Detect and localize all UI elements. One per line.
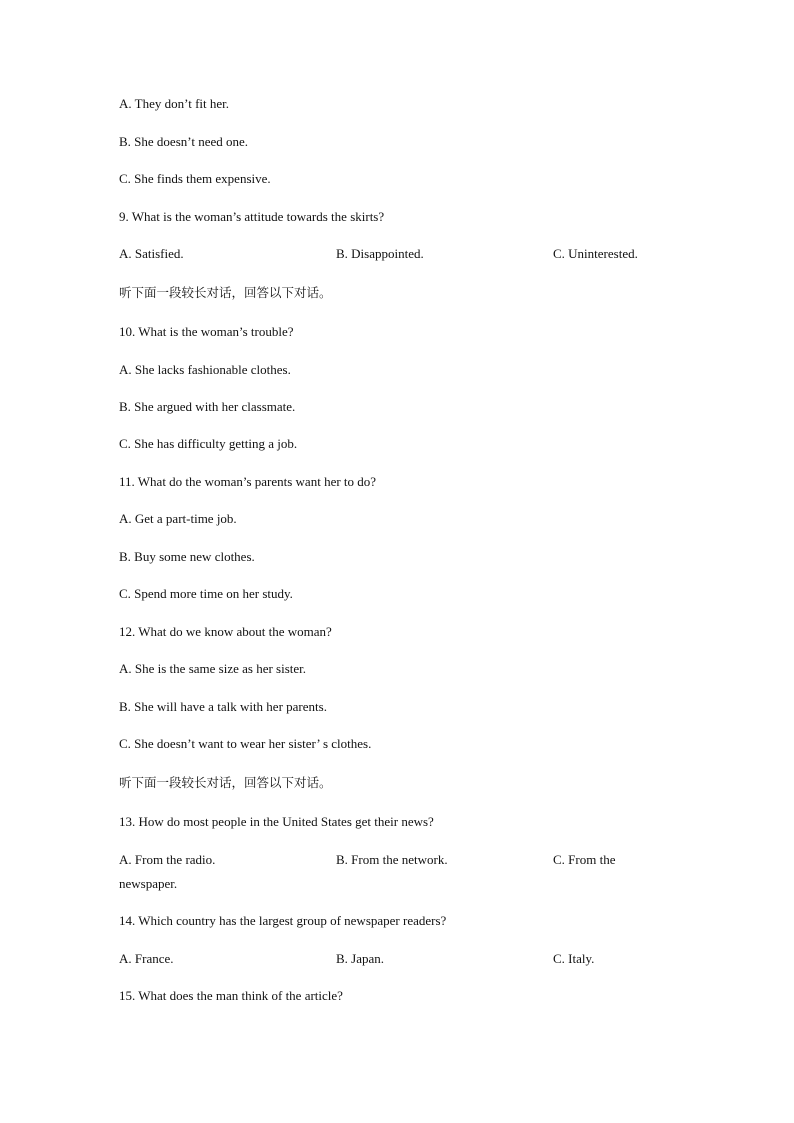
- q11-option-b: B. Buy some new clothes.: [119, 549, 255, 564]
- q14-options: [119, 951, 679, 967]
- q9-option-a: A. Satisfied.: [119, 246, 184, 261]
- q13-option-b: B. From the network.: [336, 852, 448, 867]
- q12-question: 12. What do we know about the woman?: [119, 624, 332, 639]
- q10-option-c: C. She has difficulty getting a job.: [119, 436, 298, 451]
- q13-options: [119, 852, 679, 868]
- q9-option-b: B. Disappointed.: [336, 246, 424, 261]
- q13-option-c: C. From the: [553, 852, 616, 867]
- q12-option-a: A. She is the same size as her sister.: [119, 661, 307, 676]
- q14-option-c: C. Italy.: [553, 951, 595, 966]
- q14-option-b: B. Japan.: [336, 951, 385, 966]
- q8-option-a: A. They don’t fit her.: [119, 96, 230, 111]
- q8-option-c: C. She finds them expensive.: [119, 171, 271, 186]
- q9-option-c: C. Uninterested.: [553, 246, 638, 261]
- q12-option-b: B. She will have a talk with her parents.: [119, 699, 327, 714]
- section-instruction-2: 听下面一段较长对话，回答以下对话。: [119, 775, 332, 790]
- section-instruction-1: 听下面一段较长对话，回答以下对话。: [119, 285, 332, 300]
- q10-option-b: B. She argued with her classmate.: [119, 399, 296, 414]
- q12-option-c: C. She doesn’t want to wear her sister’ s clothes.: [119, 736, 372, 751]
- q9-options: [119, 246, 679, 262]
- q11-option-a: A. Get a part-time job.: [119, 511, 237, 526]
- q10-question: 10. What is the woman’s trouble?: [119, 324, 294, 339]
- q9-question: 9. What is the woman’s attitude towards the skirts?: [119, 209, 385, 224]
- q13-option-c-continued: newspaper.: [119, 876, 178, 891]
- q8-option-b: B. She doesn’t need one.: [119, 134, 249, 149]
- q10-option-a: A. She lacks fashionable clothes.: [119, 362, 291, 377]
- q11-question: 11. What do the woman’s parents want her to do?: [119, 474, 377, 489]
- q13-option-a: A. From the radio.: [119, 852, 216, 867]
- q15-question: 15. What does the man think of the article?: [119, 988, 343, 1003]
- q14-question: 14. Which country has the largest group of newspaper readers?: [119, 913, 447, 928]
- q13-question: 13. How do most people in the United States get their news?: [119, 814, 434, 829]
- q11-option-c: C. Spend more time on her study.: [119, 586, 293, 601]
- q14-option-a: A. France.: [119, 951, 174, 966]
